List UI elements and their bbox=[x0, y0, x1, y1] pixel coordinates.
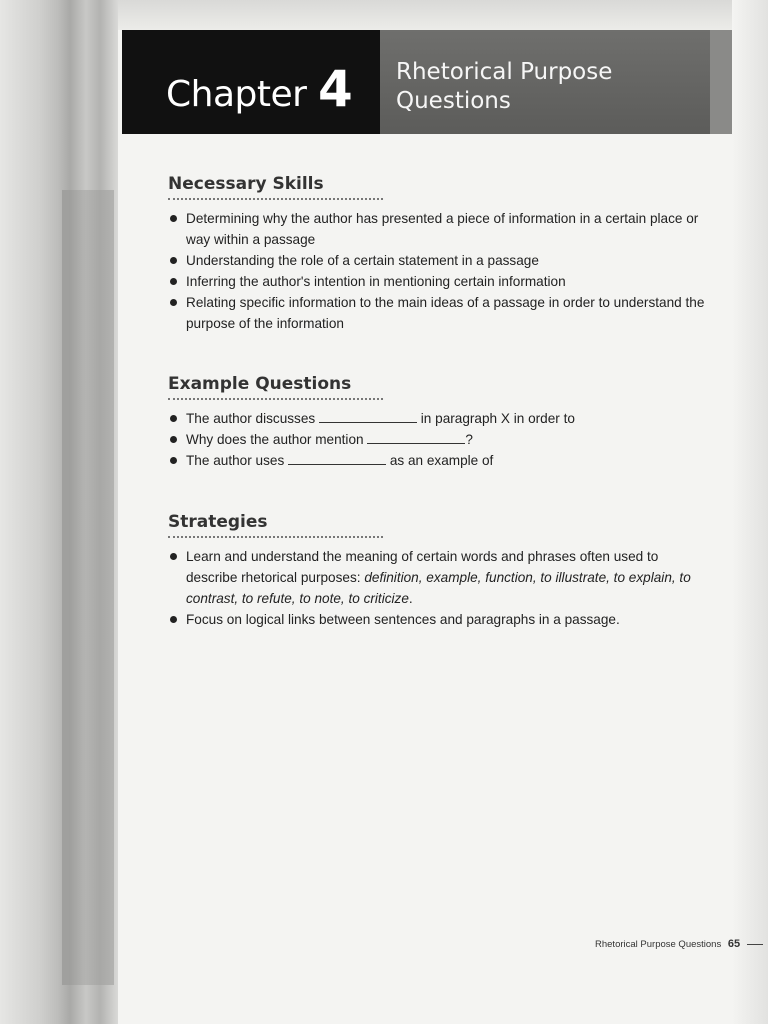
binding-dark-strip bbox=[62, 190, 114, 985]
necessary-skills-list bbox=[168, 208, 708, 334]
answer-blank bbox=[288, 452, 386, 465]
necessary-skills-heading: Necessary Skills bbox=[168, 174, 383, 200]
question-text: The author discusses bbox=[186, 411, 316, 426]
strategies-heading: Strategies bbox=[168, 512, 383, 538]
page-number: 65 bbox=[727, 938, 741, 950]
answer-blank bbox=[319, 410, 417, 423]
strategy-text: Learn and understand the meaning of certain words and phrases often used to describe rhetorical purposes: bbox=[186, 549, 659, 585]
necessary-skills-section bbox=[168, 174, 708, 334]
question-text: ? bbox=[465, 432, 473, 447]
list-item: Inferring the author's intention in mentioning certain information bbox=[168, 271, 708, 292]
chapter-label-block bbox=[122, 30, 380, 134]
chapter-title bbox=[396, 58, 706, 116]
chapter-title-line1: Rhetorical Purpose bbox=[396, 59, 613, 85]
chapter-word: Chapter bbox=[166, 74, 307, 115]
example-questions-heading: Example Questions bbox=[168, 374, 383, 400]
chapter-number: 4 bbox=[318, 60, 353, 118]
answer-blank bbox=[367, 431, 465, 444]
list-item bbox=[168, 429, 708, 450]
list-item: Determining why the author has presented a piece of information in a certain place or way within a passage bbox=[168, 208, 708, 250]
question-text: Why does the author mention bbox=[186, 432, 364, 447]
top-scan-band bbox=[118, 0, 768, 30]
list-item bbox=[168, 408, 708, 429]
strategy-terms: definition, example, function, to illustrate, to explain, to contrast, to refute, to note, to criticize bbox=[186, 570, 691, 606]
list-item bbox=[168, 546, 708, 609]
list-item: Relating specific information to the main ideas of a passage in order to understand the purpose of the information bbox=[168, 292, 708, 334]
list-item bbox=[168, 450, 708, 471]
header-edge-strip bbox=[710, 30, 732, 134]
example-questions-list bbox=[168, 408, 708, 471]
strategies-list bbox=[168, 546, 708, 630]
example-questions-section bbox=[168, 374, 708, 471]
footer-rule bbox=[747, 944, 763, 945]
list-item: Understanding the role of a certain statement in a passage bbox=[168, 250, 708, 271]
strategies-section bbox=[168, 512, 708, 630]
question-text: in paragraph X in order to bbox=[420, 411, 575, 426]
chapter-title-block bbox=[380, 30, 710, 134]
question-text: The author uses bbox=[186, 453, 285, 468]
strategy-text-end: . bbox=[408, 591, 413, 606]
list-item: Focus on logical links between sentences and paragraphs in a passage. bbox=[168, 609, 708, 630]
chapter-header bbox=[122, 30, 732, 134]
question-text: as an example of bbox=[389, 453, 494, 468]
right-edge-shadow bbox=[732, 0, 768, 1024]
chapter-title-line2: Questions bbox=[396, 88, 511, 114]
running-title: Rhetorical Purpose Questions bbox=[595, 939, 722, 950]
page-footer bbox=[595, 938, 763, 950]
